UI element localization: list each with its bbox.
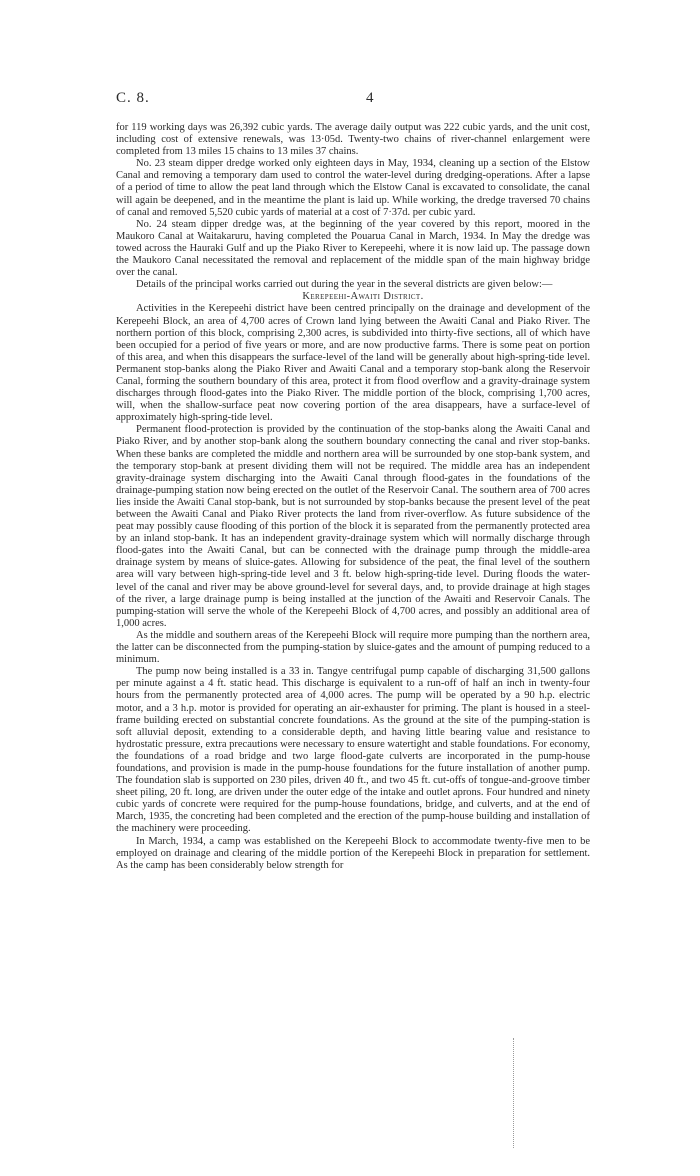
paragraph: No. 23 steam dipper dredge worked only eighteen days in May, 1934, cleaning up a section of the Elstow Canal and removing a temporary dam used to control the water-level during dredging-operations. After a lapse of a period of time to allow the peat land through which the Elstow Canal is excavated to consolidate, the canal will again be deepened, and in the meantime the plant is laid up. While working, the dredge traversed 70 chains of canal and removed 5,520 cubic yards of material at a cost of 7·37d. per cubic yard. [116,158,590,218]
paragraph: The pump now being installed is a 33 in. Tangye centrifugal pump capable of discharging 31,500 gallons per minute against a 4 ft. static head. This discharge is equivalent to a run-off of half an inch in twenty-four hours from the permanently protected area of 4,000 acres. The pump will be operated by a 90 h.p. electric motor, and a 3 h.p. motor is provided for operating an air-exhauster for priming. The plant is housed in a steel-frame building erected on substantial concrete foundations. As the ground at the site of the pumping-station is soft alluvial deposit, extending to a considerable depth, and having little bearing value and resistance to hydrostatic pressure, extra precautions were necessary to ensure watertight and stable foundations. For economy, the foundations of a road bridge and two large flood-gate culverts are incorporated in the pump-house foundations, and provision is made in the pump-house foundations for the future installation of another pump. The foundation slab is supported on 230 piles, driven 40 ft., and two 45 ft. cut-offs of tongue-and-groove timber sheet piling, 20 ft. long, are driven under the outer edge of the intake and outlet aprons. Four hundred and ninety cubic yards of concrete were required for the pump-house foundations, bridge, and culverts, and at the end of March, 1935, the concreting had been completed and the erection of the pump-house building and installation of the machinery were proceeding. [116,666,590,835]
scan-artifact-line [513,1038,515,1148]
paragraph: Activities in the Kerepeehi district have been centred principally on the drainage and development of the Kerepeehi Block, an area of 4,700 acres of Crown land lying between the Awaiti Canal and Piako River. The northern portion of this block, comprising 2,300 acres, is subdivided into thirty-five sections, all of which have been occupied for a period of five years or more, and are now productive farms. There is some peat on portion of this area, and when this disappears the surface-level of the land will be generally about high-spring-tide level. Permanent stop-banks along the Piako River and Awaiti Canal and a temporary stop-bank along the Reservoir Canal, forming the southern boundary of this area, protect it from flood overflow and a gravity-drainage system discharges through flood-gates into the Piako River. The middle portion of the block, comprising 1,700 acres, will, when the shallow-surface peat now covering portion of the area disappears, have a surface-level of approximately high-spring-tide level. [116,303,590,424]
body-text [116,122,590,872]
paragraph: for 119 working days was 26,392 cubic yards. The average daily output was 222 cubic yards, and the unit cost, including cost of extensive renewals, was 13·05d. Twenty-two chains of river-channel enlargement were completed from 13 miles 15 chains to 13 miles 37 chains. [116,122,590,158]
paragraph: Details of the principal works carried out during the year in the several districts are given below:— [136,279,553,291]
page-number: 4 [366,90,374,106]
paragraph: No. 24 steam dipper dredge was, at the beginning of the year covered by this report, moored in the Maukoro Canal at Waitakaruru, having completed the Pouarua Canal in March, 1934. In May the dredge was towed across the Hauraki Gulf and up the Piako River to Kerepeehi, where it is now laid up. The passage down the Maukoro Canal necessitated the removal and replacement of the middle span of the main highway bridge over the canal. [116,218,590,279]
document-reference: C. 8. [116,90,150,106]
section-heading: Kerepeehi-Awaiti District. [302,291,424,303]
paragraph: Permanent flood-protection is provided by the continuation of the stop-banks along the Awaiti Canal and Piako River, and by another stop-bank along the southern boundary connecting the canal and river stop-banks. When these banks are completed the middle and northern area will be surrounded by one stop-bank system, and the temporary stop-bank at present dividing them will not be required. The middle area has an independent gravity-drainage system discharging into the Awaiti Canal through flood-gates in the foundations of the drainage-pumping station now being erected on the outlet of the Reservoir Canal. The southern area of 700 acres lies inside the Awaiti Canal stop-bank, but is not surrounded by stop-banks because the present level of the peat between the Awaiti Canal and Piako River protects the land from river-overflow. As future subsidence of the peat may possibly cause flooding of this portion of the block it is separated from the permanently protected area by an inland stop-bank. It has an independent gravity-drainage system which will normally discharge through flood-gates into the Awaiti Canal, but can be connected with the drainage pump through the middle-area drainage system by means of sluice-gates. Allowing for subsidence of the peat, the final level of the southern area will vary between high-spring-tide level and 3 ft. below high-spring-tide level. During floods the water-level of the canal and river may be above ground-level for several days, and, to provide drainage at high stages of the river, a large drainage pump is being installed at the junction of the Awaiti and Reservoir Canals. The pumping-station will serve the whole of the Kerepeehi Block of 4,700 acres, and possibly an additional area of 1,000 acres. [116,424,590,629]
paragraph: As the middle and southern areas of the Kerepeehi Block will require more pumping than the northern area, the latter can be disconnected from the pumping-station by sluice-gates and the amount of pumping reduced to a minimum. [116,629,590,666]
paragraph: In March, 1934, a camp was established on the Kerepeehi Block to accommodate twenty-five men to be employed on drainage and clearing of the middle portion of the Kerepeehi Block in preparation for settlement. As the camp has been considerably below strength for [116,835,590,871]
